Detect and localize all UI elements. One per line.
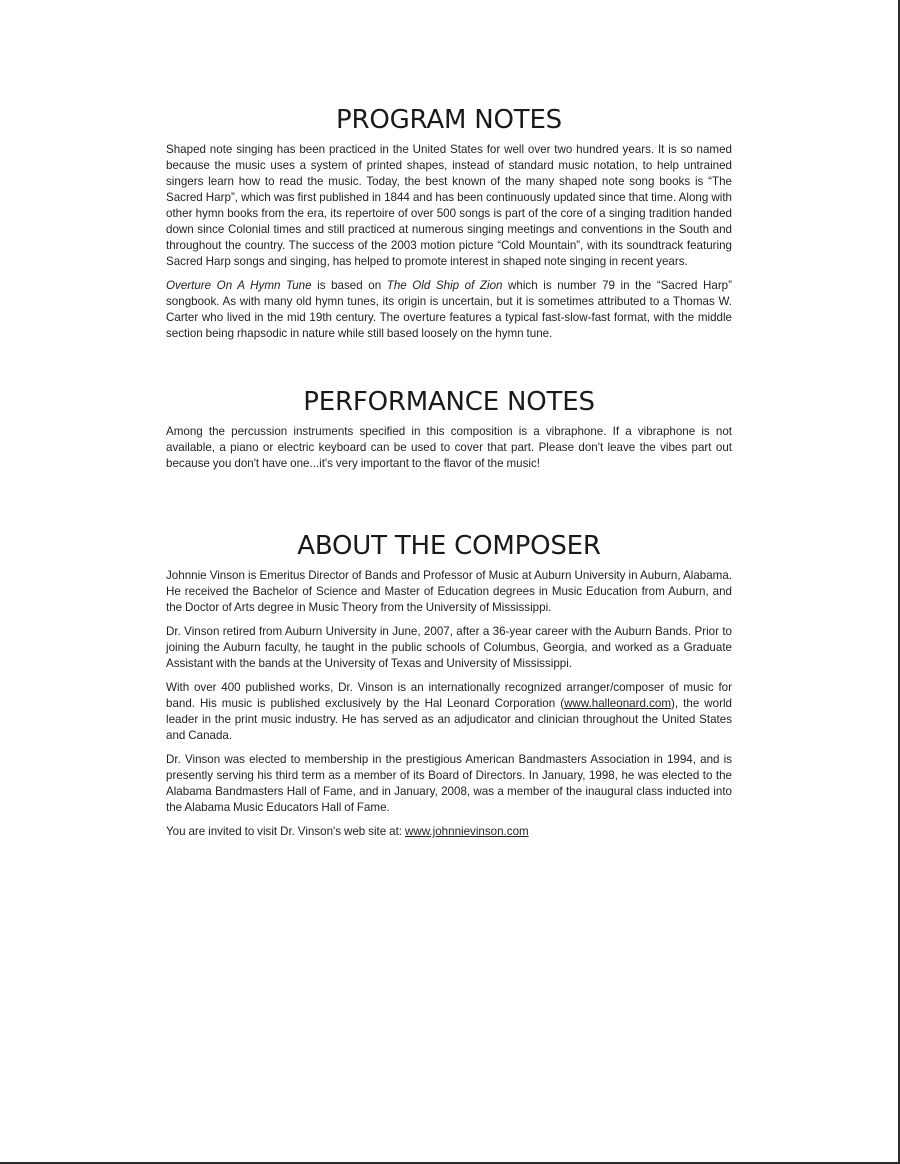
performance-notes-section [166,386,732,472]
about-composer-paragraph-5 [166,824,732,840]
program-notes-text: is based on [311,279,387,292]
page-content [166,104,732,848]
about-composer-paragraph-4: Dr. Vinson was elected to membership in the prestigious American Bandmasters Association in 1994, and is presently serving his third term as a member of its Board of Directors. In January, 1998, he was elected to the Alabama Bandmasters Hall of Fame, and in January, 2008, was a member of the inaugural class inducted into the Alabama Music Educators Hall of Fame. [166,753,732,814]
program-notes-paragraph-2 [166,278,732,342]
program-notes-paragraph-1: Shaped note singing has been practiced in the United States for well over two hundred years. It is so named because the music uses a system of printed shapes, instead of standard music notation, to help untrained singers learn how to read the music. Today, the best known of the many shaped note song books is “The Sacred Harp”, which was first published in 1844 and has been continuously updated since that time. Along with other hymn books from the era, its repertoire of over 500 songs is part of the core of a singing tradition handed down since Colonial times and still practiced at numerous singing meetings and conventions in the South and throughout the country. The success of the 2003 motion picture “Cold Mountain”, with its soundtrack featuring Sacred Harp songs and singing, has helped to promote interest in shaped note singing in recent years. [166,143,732,268]
halleonard-link[interactable]: www.halleonard.com [564,697,672,710]
hymn-title: The Old Ship of Zion [386,279,503,292]
about-composer-text: With over 400 published works, Dr. Vinson is an internationally recognized arranger/composer of music for band. His music is published exclusively by the Hal Leonard Corporation ( [166,681,732,710]
program-notes-section [166,104,732,342]
section-spacer [166,350,732,386]
piece-title: Overture On A Hymn Tune [166,279,312,292]
about-composer-paragraph-2: Dr. Vinson retired from Auburn University in June, 2007, after a 36-year career with the Auburn Bands. Prior to joining the Auburn faculty, he taught in the public schools of Columbus, Georgia, and worked as a Graduate Assistant with the bands at the University of Texas and University of Mississippi. [166,625,732,670]
program-notes-text: which is number 79 in the “Sacred Harp” songbook. As with many old hymn tunes, its origin is uncertain, but it is sometimes attributed to a Thomas W. Carter who lived in the mid 19th century. The overture features a typical fast-slow-fast format, with the middle section being rhapsodic in nature while still based loosely on the hymn tune. [166,279,732,340]
about-composer-section [166,530,732,840]
composer-website-link[interactable]: www.johnnievinson.com [404,825,529,838]
performance-notes-paragraph: Among the percussion instruments specified in this composition is a vibraphone. If a vibraphone is not available, a piano or electric keyboard can be used to cover that part. Please don't leave the vibes part out because you don't have one...it's very important to the flavor of the music! [166,425,732,470]
about-composer-paragraph-3 [166,680,732,744]
section-spacer [166,480,732,530]
about-composer-text: ), the world leader in the print music industry. He has served as an adjudicator and clinician throughout the United States and Canada. [166,697,732,742]
about-composer-heading: ABOUT THE COMPOSER [297,531,601,561]
performance-notes-heading: PERFORMANCE NOTES [303,387,595,417]
about-composer-text: You are invited to visit Dr. Vinson's web site at: [166,825,405,838]
program-notes-heading: PROGRAM NOTES [336,105,562,135]
about-composer-paragraph-1: Johnnie Vinson is Emeritus Director of Bands and Professor of Music at Auburn University in Auburn, Alabama. He received the Bachelor of Science and Master of Education degrees in Music Education from Auburn, and the Doctor of Arts degree in Music Theory from the University of Mississippi. [166,569,732,614]
